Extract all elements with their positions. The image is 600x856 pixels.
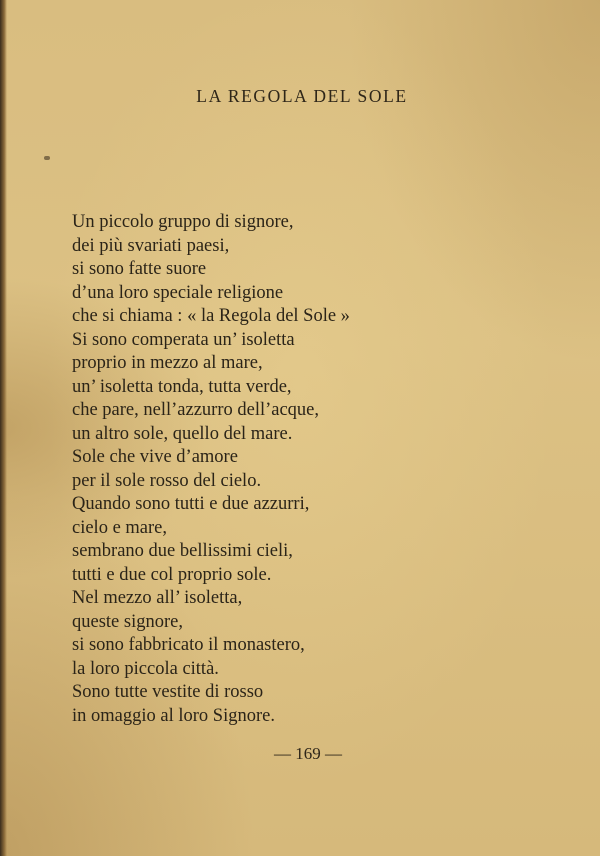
poem-line: un’ isoletta tonda, tutta verde, — [72, 376, 292, 397]
poem-line: Quando sono tutti e due azzurri, — [72, 494, 310, 514]
poem-body — [72, 211, 532, 728]
poem-line: d’una loro speciale religione — [72, 282, 284, 303]
poem-line: queste signore, — [72, 611, 183, 632]
poem-line: Si sono comperata un’ isoletta — [72, 329, 295, 350]
page-number: — 169 — — [274, 744, 342, 763]
poem-line: tutti e due col proprio sole. — [72, 564, 272, 585]
page-binding-edge — [0, 0, 7, 856]
poem-line: un altro sole, quello del mare. — [72, 423, 293, 444]
poem-line: per il sole rosso del cielo. — [72, 470, 262, 491]
page-title: LA REGOLA DEL SOLE — [196, 86, 408, 106]
poem-line: proprio in mezzo al mare, — [72, 353, 263, 373]
poem-line: in omaggio al loro Signore. — [72, 705, 275, 726]
poem-line: sembrano due bellissimi cieli, — [72, 541, 293, 561]
poem-line: dei più svariati paesi, — [72, 235, 230, 256]
poem-line: che pare, nell’azzurro dell’acque, — [72, 400, 320, 420]
poem-line: Nel mezzo all’ isoletta, — [72, 588, 243, 608]
poem-line: si sono fatte suore — [72, 259, 207, 279]
poem-line: Un piccolo gruppo di signore, — [72, 212, 294, 232]
poem-line: che si chiama : « la Regola del Sole » — [72, 306, 350, 326]
poem-line: cielo e mare, — [72, 517, 168, 538]
poem-line: si sono fabbricato il monastero, — [72, 635, 305, 655]
poem-line: Sole che vive d’amore — [72, 447, 238, 467]
poem-line: Sono tutte vestite di rosso — [72, 682, 264, 702]
margin-ink-mark — [44, 156, 50, 160]
poem-line: la loro piccola città. — [72, 658, 219, 679]
